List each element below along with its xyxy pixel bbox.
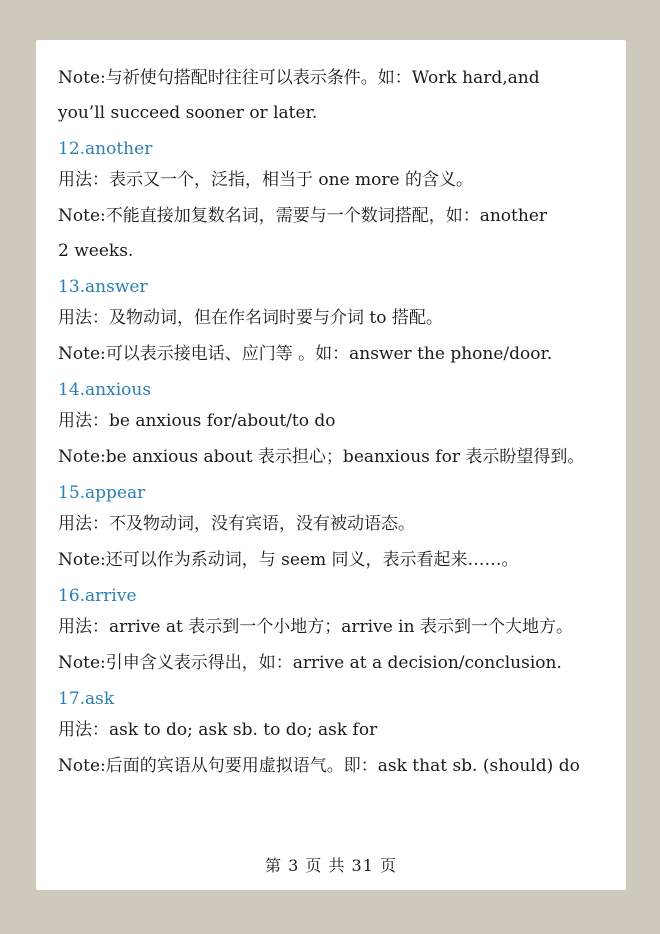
- entry-note-ask: Note:后面的宾语从句要用虚拟语气。即：ask that sb. (should) do: [58, 756, 580, 776]
- page-content: [58, 66, 618, 790]
- entry-usage-appear: 用法：不及物动词，没有宾语，没有被动语态。: [58, 514, 415, 534]
- intro-line-1: Note:与祈使句搭配时往往可以表示条件。如：Work hard,and: [58, 68, 540, 88]
- entry-usage-answer: 用法：及物动词，但在作名词时要与介词 to 搭配。: [58, 308, 443, 328]
- entry-heading-arrive: 16.arrive: [58, 586, 137, 606]
- entry-heading-anxious: 14.anxious: [58, 380, 152, 400]
- entry-note-appear: Note:还可以作为系动词，与 seem 同义，表示看起来……。: [58, 550, 519, 570]
- entry-heading-appear: 15.appear: [58, 483, 146, 503]
- entry-usage-ask: 用法：ask to do; ask sb. to do; ask for: [58, 720, 378, 740]
- entry-usage-another: 用法：表示又一个，泛指，相当于 one more 的含义。: [58, 170, 473, 190]
- entry-heading-another: 12.another: [58, 139, 153, 159]
- entry-usage-anxious: 用法：be anxious for/about/to do: [58, 411, 336, 431]
- page-number: 第 3 页 共 31 页: [265, 856, 397, 875]
- entry-heading-ask: 17.ask: [58, 689, 115, 709]
- intro-line-2: you’ll succeed sooner or later.: [58, 103, 318, 123]
- entry-note-another: Note:不能直接加复数名词，需要与一个数词搭配，如：another: [58, 206, 548, 226]
- document-page: [36, 40, 626, 890]
- entry-usage-arrive: 用法：arrive at 表示到一个小地方；arrive in 表示到一个大地方。: [58, 617, 573, 637]
- entry-note-anxious: Note:be anxious about 表示担心；beanxious for 表示盼望得到。: [58, 447, 585, 467]
- entry-note-arrive: Note:引申含义表示得出，如：arrive at a decision/conclusion.: [58, 653, 562, 673]
- entry-note-answer: Note:可以表示接电话、应门等 。如：answer the phone/door.: [58, 344, 553, 364]
- entry-heading-answer: 13.answer: [58, 277, 148, 297]
- entry-note-another-cont: 2 weeks.: [58, 241, 134, 261]
